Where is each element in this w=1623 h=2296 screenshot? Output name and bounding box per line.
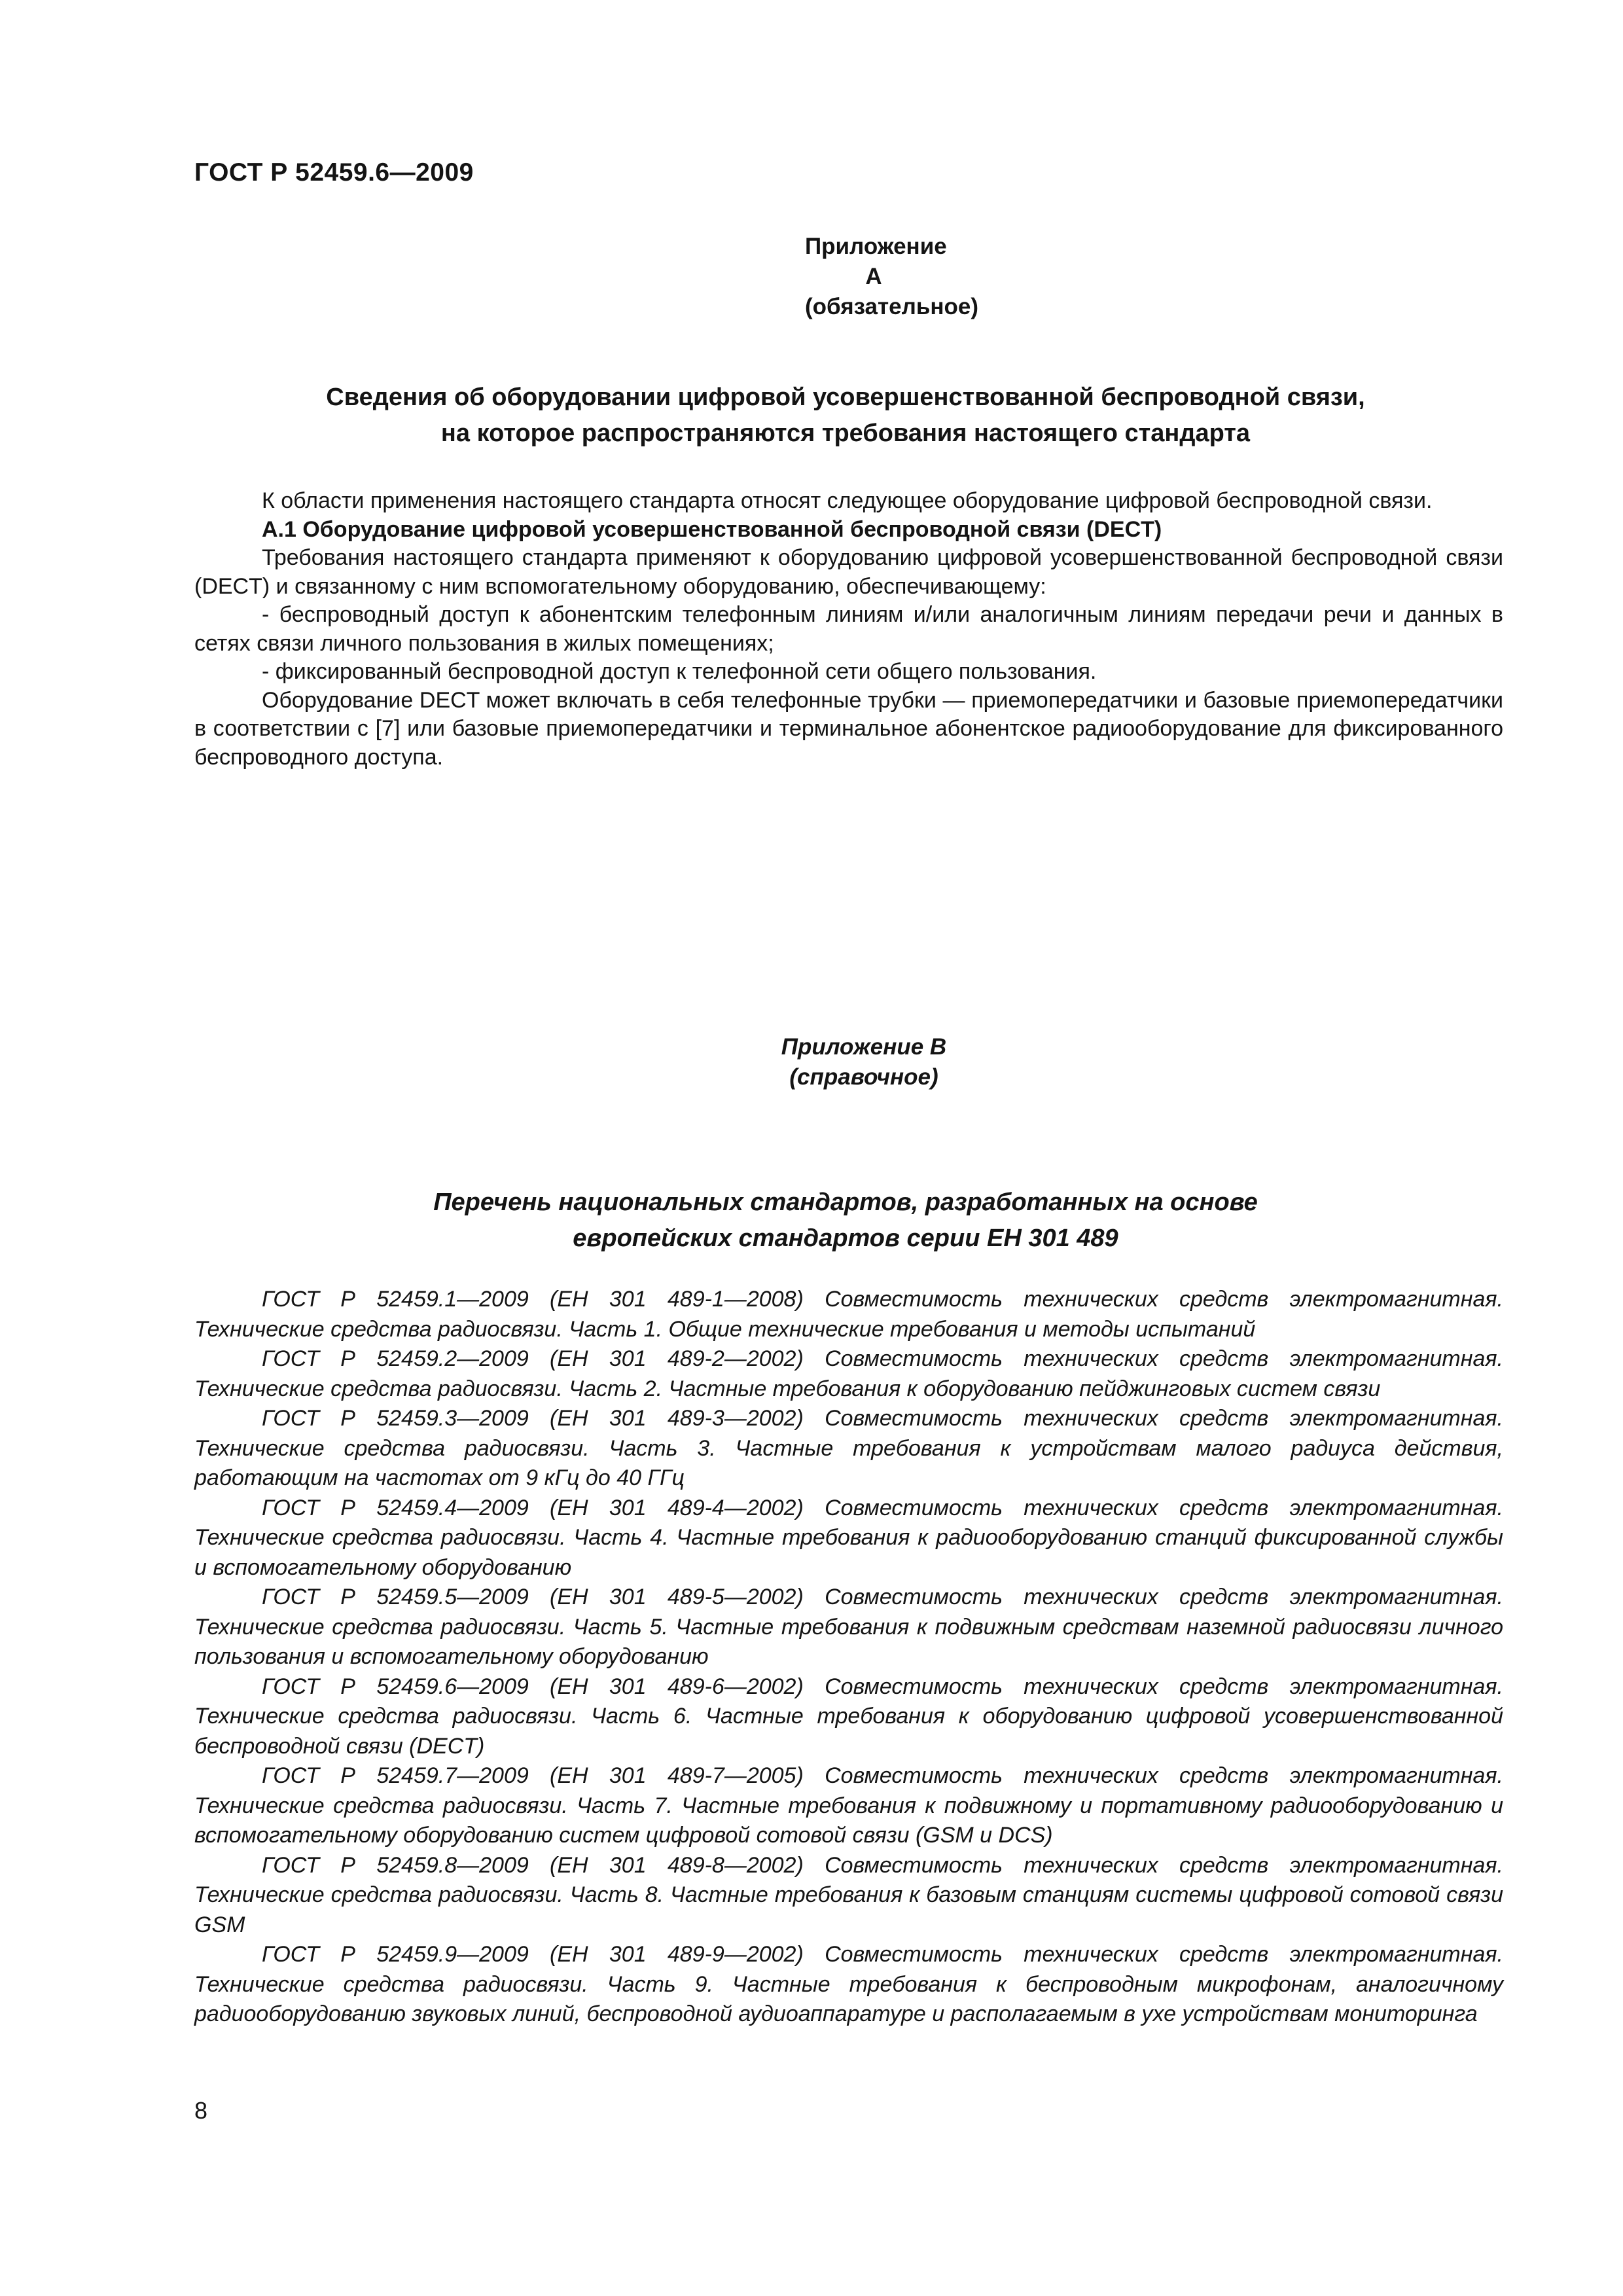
annex-a-body (194, 487, 1503, 772)
standard-entry: ГОСТ Р 52459.2—2009 (ЕН 301 489-2—2002) Совместимость технических средств электромагнитная. Технические средства радиосвязи. Часть 2. Частные требования к оборудованию пейджинговых систем связи (194, 1346, 1503, 1401)
standards-list (194, 1285, 1503, 2030)
page-number: 8 (194, 2097, 208, 2124)
annex-a-heading (194, 380, 1497, 452)
standard-entry: ГОСТ Р 52459.6—2009 (ЕН 301 489-6—2002) Совместимость технических средств электромагнитная. Технические средства радиосвязи. Часть 6. Частные требования к оборудованию цифровой усовершенствованной беспроводной связи (DECT) (194, 1674, 1503, 1759)
annex-a-paragraph: Оборудование DECT может включать в себя телефонные трубки — приемопередатчики и базовые приемопередатчики в соответствии с [7] или базовые приемопередатчики и терминальное абонентское радиооборудование для фиксированного беспроводного доступа. (194, 687, 1503, 770)
document-code-header: ГОСТ Р 52459.6—2009 (194, 158, 474, 187)
annex-b-kind: (справочное) (789, 1064, 938, 1090)
standard-entry: ГОСТ Р 52459.4—2009 (ЕН 301 489-4—2002) Совместимость технических средств электромагнитная. Технические средства радиосвязи. Часть 4. Частные требования к радиооборудованию станций фиксированной службы и вспомогательному оборудованию (194, 1495, 1503, 1580)
annex-a-heading-line-2: на которое распространяются требования настоящего стандарта (440, 420, 1251, 447)
annex-a-intro: К области применения настоящего стандарта относят следующее оборудование цифровой беспроводной связи. (262, 488, 1433, 513)
annex-b-heading (194, 1185, 1497, 1257)
standard-entry: ГОСТ Р 52459.9—2009 (ЕН 301 489-9—2002) Совместимость технических средств электромагнитная. Технические средства радиосвязи. Часть 9. Частные требования к беспроводным микрофонам, аналогичному радиооборудованию звуковых линий, беспроводной аудиоаппаратуре и располагаемым в ухе устройствам мониторинга (194, 1942, 1503, 2026)
standard-entry: ГОСТ Р 52459.3—2009 (ЕН 301 489-3—2002) Совместимость технических средств электромагнитная. Технические средства радиосвязи. Часть 3. Частные требования к устройствам малого радиуса действия, работающим на частотах от 9 кГц до 40 ГГц (194, 1406, 1503, 1490)
annex-a-paragraph: Требования настоящего стандарта применяют к оборудованию цифровой усовершенствованной беспроводной связи (DECT) и связанному с ним вспомогательному оборудованию, обеспечивающему: (194, 545, 1503, 599)
annex-a-heading-line-1: Сведения об оборудовании цифровой усовершенствованной беспроводной связи, (326, 384, 1365, 411)
annex-a-list-item: - беспроводный доступ к абонентским телефонным линиям и/или аналогичным линиям передачи речи и данных в сетях связи личного пользования в жилых помещениях; (194, 602, 1503, 656)
annex-a-list-item: - фиксированный беспроводной доступ к телефонной сети общего пользования. (262, 659, 1097, 684)
standard-entry: ГОСТ Р 52459.7—2009 (ЕН 301 489-7—2005) Совместимость технических средств электромагнитная. Технические средства радиосвязи. Часть 7. Частные требования к подвижному и портативному радиооборудованию и вспомогательному оборудованию систем цифровой сотовой связи (GSM и DCS) (194, 1763, 1503, 1848)
standard-entry: ГОСТ Р 52459.1—2009 (ЕН 301 489-1—2008) Совместимость технических средств электромагнитная. Технические средства радиосвязи. Часть 1. Общие технические требования и методы испытаний (194, 1287, 1503, 1342)
annex-b-title: Приложение В (781, 1034, 947, 1060)
standard-entry: ГОСТ Р 52459.5—2009 (ЕН 301 489-5—2002) Совместимость технических средств электромагнитная. Технические средства радиосвязи. Часть 5. Частные требования к подвижным средствам наземной радиосвязи личного пользования и вспомогательному оборудованию (194, 1585, 1503, 1669)
annex-b-heading-line-2: европейских стандартов серии ЕН 301 489 (573, 1225, 1118, 1252)
annex-a-kind: (обязательное) (805, 294, 979, 319)
section-a1-heading: А.1 Оборудование цифровой усовершенствованной беспроводной связи (DECT) (262, 516, 1162, 542)
standard-entry: ГОСТ Р 52459.8—2009 (ЕН 301 489-8—2002) Совместимость технических средств электромагнитная. Технические средства радиосвязи. Часть 8. Частные требования к базовым станциям системы цифровой сотовой связи GSM (194, 1852, 1503, 1937)
annex-a-label (805, 232, 979, 322)
annex-b-heading-line-1: Перечень национальных стандартов, разработанных на основе (433, 1189, 1258, 1216)
annex-a-title: Приложение А (805, 234, 947, 289)
annex-b-label (766, 1032, 962, 1092)
